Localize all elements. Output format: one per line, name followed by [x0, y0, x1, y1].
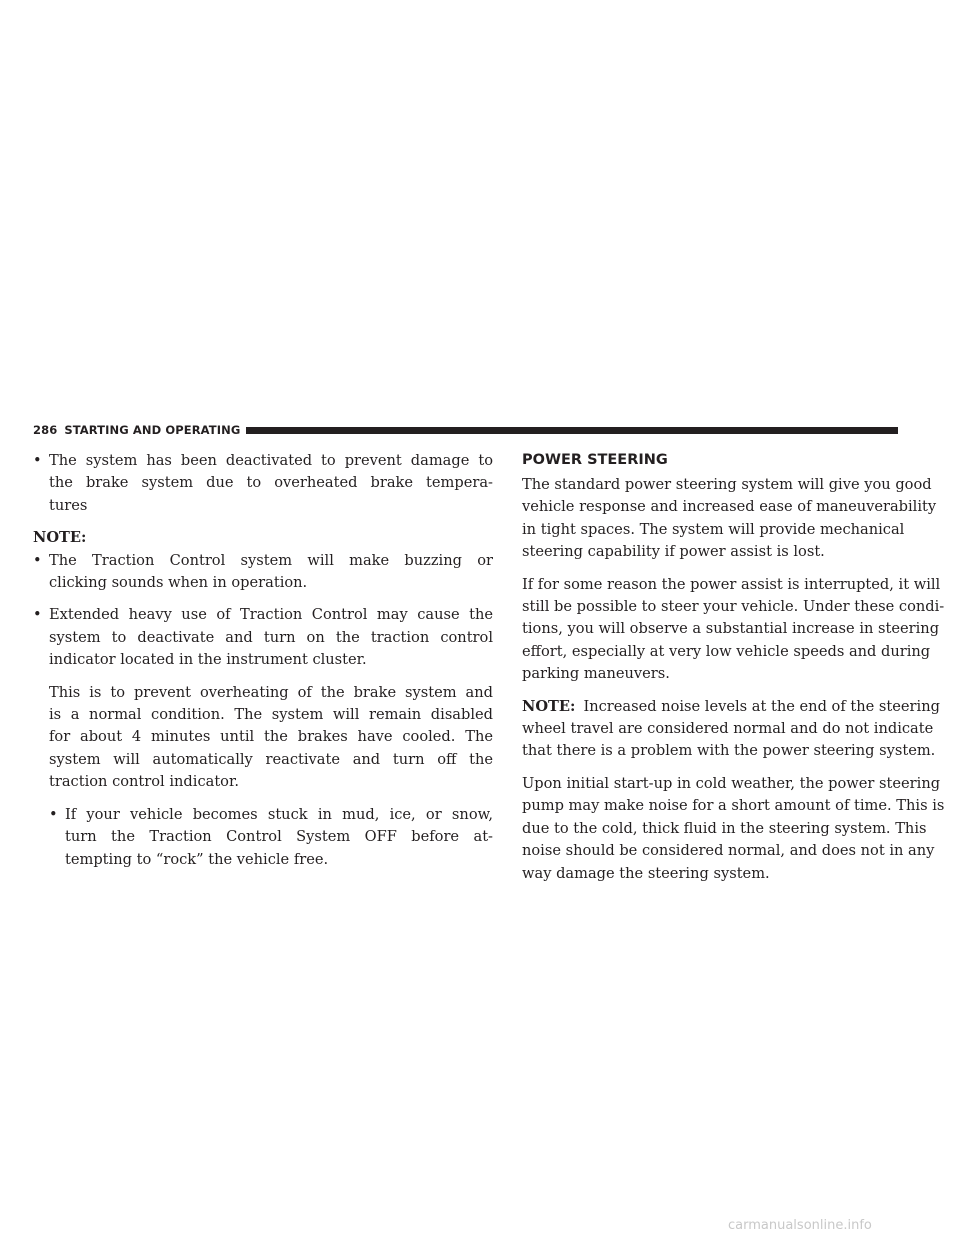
note-text: Increased noise levels at the end of the steering — [583, 697, 940, 715]
left-column — [33, 450, 493, 881]
text-line: due to the cold, thick fluid in the steering system. This — [522, 819, 927, 837]
watermark-text: carmanualsonline.info — [728, 1218, 872, 1233]
text-line: tempting to “rock” the vehicle free. — [65, 850, 329, 868]
bullet-icon: • — [33, 551, 42, 569]
paragraph-noise-note — [522, 696, 940, 763]
text-line: still be possible to steer your vehicle. Under these condi- — [522, 598, 945, 616]
text-line: Upon initial start-up in cold weather, the power steering — [522, 774, 941, 792]
text-line: clicking sounds when in operation. — [49, 574, 308, 592]
text-line: tures — [49, 496, 88, 514]
section-title: STARTING AND OPERATING — [64, 423, 241, 437]
text-line: wheel travel are considered normal and do not indicate — [522, 720, 934, 738]
text-line: in tight spaces. The system will provide mechanical — [522, 520, 905, 538]
text-line: indicator located in the instrument cluster. — [49, 651, 367, 669]
text-line: turn the Traction Control System OFF before at- — [65, 828, 493, 846]
text-line: If for some reason the power assist is interrupted, it will — [522, 575, 941, 593]
text-line: the brake system due to overheated brake tempera- — [49, 474, 493, 492]
text-line: system to deactivate and turn on the traction control — [49, 628, 493, 646]
text-line: noise should be considered normal, and does not in any — [522, 842, 935, 860]
note-label: NOTE: — [522, 697, 576, 715]
bullet-stuck-vehicle — [49, 804, 493, 871]
paragraph-overheating — [33, 682, 493, 794]
bullet-icon: • — [33, 606, 42, 624]
text-line: pump may make noise for a short amount of time. This is — [522, 797, 945, 815]
text-line: The standard power steering system will give you good — [522, 476, 932, 493]
right-column — [522, 450, 945, 895]
bullet-icon: • — [33, 452, 42, 469]
text-line: tions, you will observe a substantial increase in steering — [522, 620, 940, 638]
text-line: traction control indicator. — [49, 773, 239, 791]
text-line: way damage the steering system. — [522, 864, 770, 882]
bullet-icon: • — [49, 805, 58, 823]
section-heading-power-steering: POWER STEERING — [522, 452, 668, 468]
text-line: steering capability if power assist is lost. — [522, 543, 825, 561]
page-number: 286 — [33, 423, 58, 437]
text-line: system will automatically reactivate and turn off the — [49, 750, 493, 768]
text-line: effort, especially at very low vehicle speeds and during — [522, 642, 931, 660]
text-line: for about 4 minutes until the brakes have cooled. The — [49, 728, 493, 746]
paragraph-assist-interrupted — [522, 574, 945, 686]
header-rule — [246, 427, 898, 434]
note-heading: NOTE: — [33, 529, 87, 547]
paragraph-standard-system — [522, 474, 937, 564]
page-header — [33, 423, 898, 437]
text-line: The system has been deactivated to prevent damage to — [49, 452, 493, 469]
text-line: If your vehicle becomes stuck in mud, ice, or snow, — [65, 805, 493, 823]
text-line — [522, 696, 940, 718]
bullet-buzzing-sounds — [33, 550, 493, 595]
text-line: The Traction Control system will make buzzing or — [49, 551, 493, 569]
text-line: Extended heavy use of Traction Control may cause the — [49, 606, 493, 624]
bullet-extended-use — [33, 604, 493, 671]
text-line: that there is a problem with the power steering system. — [522, 742, 936, 760]
text-line: is a normal condition. The system will remain disabled — [49, 706, 493, 724]
bullet-deactivated-overheat — [33, 450, 493, 517]
paragraph-cold-weather — [522, 773, 945, 885]
text-line: vehicle response and increased ease of maneuverability — [522, 498, 937, 516]
text-line: parking maneuvers. — [522, 665, 670, 683]
text-line: This is to prevent overheating of the brake system and — [49, 683, 493, 701]
